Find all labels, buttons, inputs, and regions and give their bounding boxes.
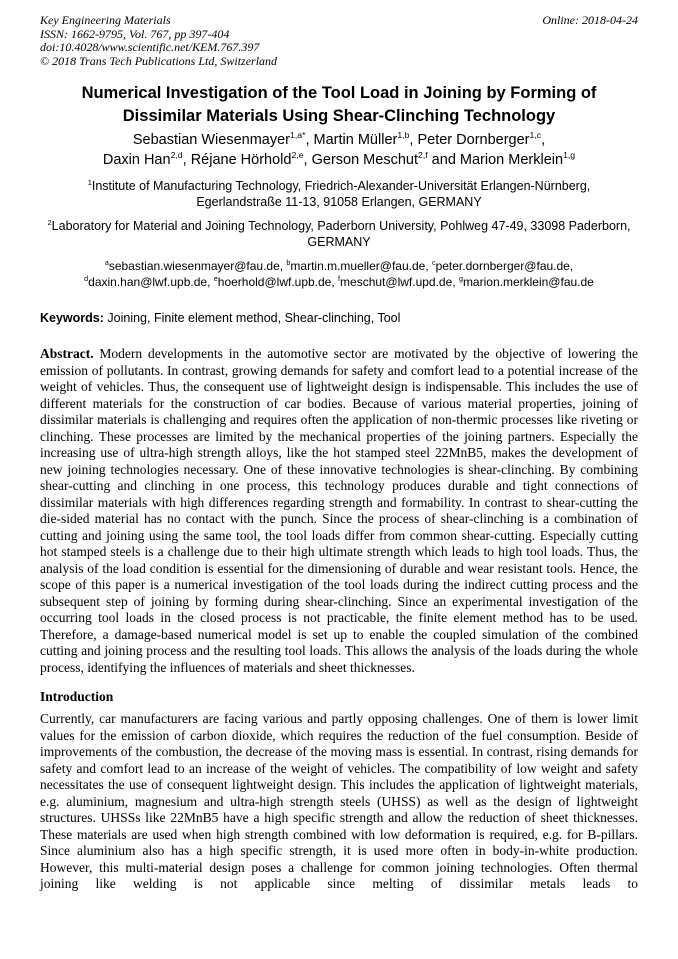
keywords-value: Joining, Finite element method, Shear-clinching, Tool [107, 311, 401, 325]
doi-line: doi:10.4028/www.scientific.net/KEM.767.397 [40, 40, 260, 54]
author-line: Daxin Han$^{2,d}$, Réjane Hörhold$^{2,e}$, Gerson Meschut$^{2,f}$ and Marion Merklein$^{1,g}$ [102, 149, 576, 168]
author-list [40, 131, 638, 170]
email-line: $^a$sebastian.wiesenmayer@fau.de, $^b$martin.m.mueller@fau.de, $^c$peter.dornberger@fau.de, [104, 258, 574, 273]
publication-info [40, 14, 277, 68]
section-heading-introduction: Introduction [40, 689, 114, 704]
keywords-label: Keywords: [40, 311, 104, 325]
issn-volume-pages: ISSN: 1662-9795, Vol. 767, pp 397-404 [40, 26, 230, 41]
affiliation: $^1$Institute of Manufacturing Technology, Friedrich-Alexander-Universität Erlangen-Nürnberg, Egerlandstraße 11-13, 91058 Erlangen, GERMANY [87, 177, 591, 209]
introduction-paragraph: Currently, car manufacturers are facing various and partly opposing challenges. One of them is lower limit values for the emission of carbon dioxide, which requires the reduction of the fuel consumption. Beside of improvements of the combustion, the decrease of the moving mass is essential. In contrast, rising demands for safety and comfort lead to an increase of the weight of vehicles. The compatibility of low weight and safety necessitates the use of consequent lightweight design. This includes the application of lightweight materials, e.g. aluminium, magnesium and ultra-high strength steels (UHSS) as well as the design of lightweight structures. UHSSs like 22MnB5 have a high specific strength and allow the reduction of sheet thicknesses. These materials are used when high strength combined with low deformation is required, e.g. for B-pillars. Since aluminium also has a high specific strength, it is used more often in body-in-white production. However, this multi-material design poses a challenge for common joining technologies. Often thermal joining like welding is not applicable since melting of dissimilar metals leads to [40, 711, 638, 891]
paper-title: Numerical Investigation of the Tool Load in Joining by Forming of Dissimilar Materials Using Shear-Clinching Technology [81, 84, 597, 125]
author-line: Sebastian Wiesenmayer$^{1,a*}$, Martin Müller$^{1,b}$, Peter Dornberger$^{1,c}$, [132, 130, 546, 148]
keywords-line [40, 310, 638, 326]
publication-header [40, 14, 638, 68]
online-date: Online: 2018-04-24 [542, 13, 638, 27]
affiliation: $^2$Laboratory for Material and Joining Technology, Paderborn University, Pohlweg 47-49, 33098 Paderborn, GERMANY [47, 217, 631, 249]
copyright-line: © 2018 Trans Tech Publications Ltd, Switzerland [40, 53, 278, 68]
abstract-label: Abstract. [40, 346, 94, 361]
journal-name: Key Engineering Materials [40, 13, 171, 27]
author-emails [40, 259, 638, 290]
email-line: $^d$daxin.han@lwf.upb.de, $^e$hoerhold@lwf.upb.de, $^f$meschut@lwf.upd.de, $^g$marion.merklein@fau.de [84, 273, 594, 289]
abstract-text: Modern developments in the automotive sector are motivated by the objective of lowering the emission of pollutants. In contrast, growing demands for safety and comfort lead to a potential increase of the weight of vehicles. Thus, the consequent use of lightweight design is indispensable. This includes the use of different materials for the construction of car bodies. Because of various material properties, joining of dissimilar materials is challenging and requires often the application of non-thermic processes like riveting or clinching. These processes are limited by the mechanical properties of the joining partners. Especially the increasing use of ultra-high strength alloys, like the hot stamped steel 22MnB5, makes the development of new joining technologies necessary. One of these innovative technologies is shear-clinching. By combining shear-cutting and clinching in one process, this technology produces durable and tight connections of dissimilar materials with high differences regarding strength and formability. In contrast to shear-cutting the die-sided material has no contact with the punch. Since the process of shear-clinching is a combination of cutting and joining using the same tool, the tool loads differ from common shear-cutting. Especially cutting hot stamped steels is a challenge due to their high ultimate strength which leads to high tool loads. Thus, the analysis of the load condition is essential for the dimensioning of durable and wear resistant tools. Hence, the scope of this paper is a numerical investigation of the tool loads during the indirect cutting process and the subsequent step of joining by forming during shear-clinching. Since an experimental investigation of the occurring tool loads in the closed process is not practicable, the finite element method has to be used. Therefore, a damage-based numerical model is set up to enable the coupled simulation of the combined cutting and joining process and the resulting tool loads. This allows the analysis of the loads during the whole process, identifying the influences of materials and sheet thicknesses. [40, 346, 638, 675]
abstract-paragraph [40, 346, 638, 676]
